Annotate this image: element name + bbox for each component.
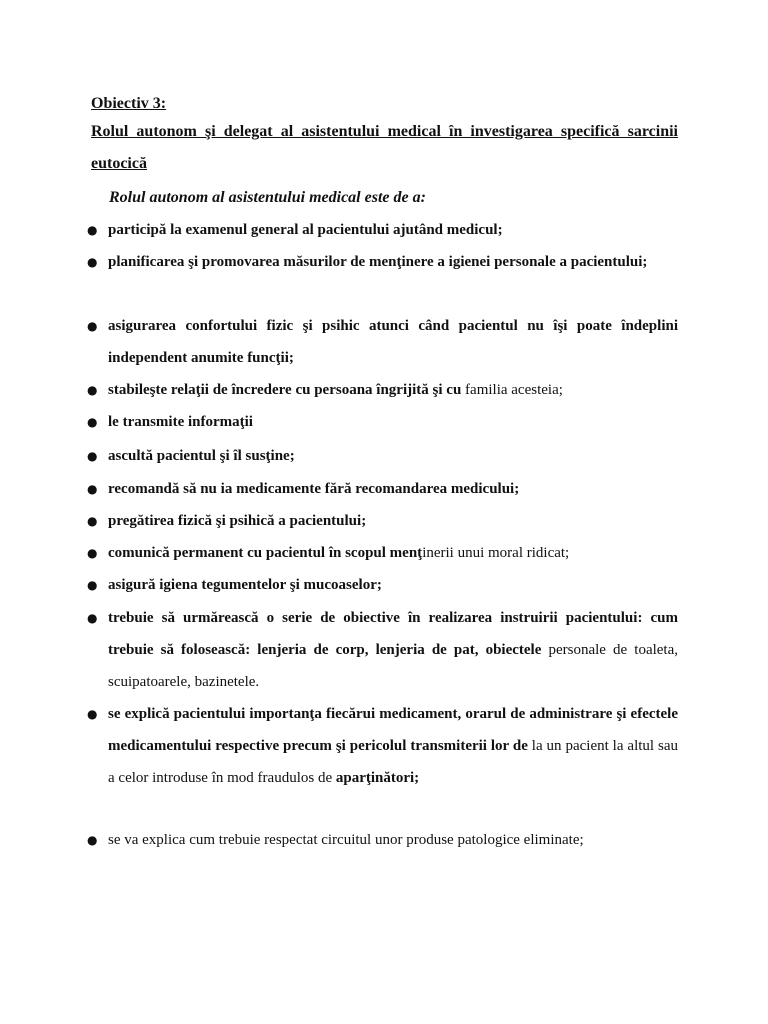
list-item: ● ascultă pacientul şi îl susţine; (108, 440, 678, 472)
list-item: ● se explică pacientului importanţa fiecărui medicament, orarul de administrare şi efectele medicamentului respective precum şi pericolul transmiterii lor de la un pacient la altul sau a celor introduse în mod fraudulos de aparţinători; (108, 698, 678, 794)
bullet-dot-icon: ● (87, 319, 98, 333)
bullet-dot-icon: ● (87, 514, 98, 528)
list-item: ● stabileşte relaţii de încredere cu persoana îngrijită şi cu familia acesteia; (108, 374, 678, 406)
bullet-dot-icon: ● (87, 255, 98, 269)
objective-heading: Obiectiv 3: (91, 95, 167, 112)
bullet-dot-icon: ● (87, 415, 98, 429)
list-item: ● participă la examenul general al pacientului ajutând medicul; (108, 214, 678, 246)
list-item: ● se va explica cum trebuie respectat circuitul unor produse patologice eliminate; (108, 824, 678, 856)
bullet-dot-icon: ● (87, 546, 98, 560)
list-item: ● pregătirea fizică şi psihică a pacientului; (108, 505, 678, 537)
list-item: ● recomandă să nu ia medicamente fără recomandarea medicului; (108, 473, 678, 505)
bullet-dot-icon: ● (87, 449, 98, 463)
bullet-dot-icon: ● (87, 833, 98, 847)
list-item: ● le transmite informaţii (108, 406, 678, 438)
bullet-dot-icon: ● (87, 383, 98, 397)
list-item: ● asigură igiena tegumentelor şi mucoaselor; (108, 569, 678, 601)
list-item: ● planificarea şi promovarea măsurilor de menţinere a igienei personale a pacientului; (108, 246, 678, 278)
list-item: ● comunică permanent cu pacientul în scopul menţinerii unui moral ridicat; (108, 537, 678, 569)
bullet-dot-icon: ● (87, 707, 98, 721)
subsection-heading: Rolul autonom al asistentului medical este de a: (109, 189, 426, 206)
list-item: ● trebuie să urmărească o serie de obiective în realizarea instruirii pacientului: cum trebuie să folosească: lenjeria de corp, lenjeria de pat, obiectele personale de toaleta, scuipatoarele, bazinetele. (108, 602, 678, 698)
bullet-dot-icon: ● (87, 223, 98, 237)
bullet-dot-icon: ● (87, 611, 98, 625)
bullet-dot-icon: ● (87, 482, 98, 496)
list-item: ● asigurarea confortului fizic şi psihic atunci când pacientul nu îşi poate îndeplini independent anumite funcţii; (108, 310, 678, 374)
section-title: Rolul autonom şi delegat al asistentului medical în investigarea specifică sarcinii eutocică (91, 123, 678, 172)
bullet-dot-icon: ● (87, 578, 98, 592)
